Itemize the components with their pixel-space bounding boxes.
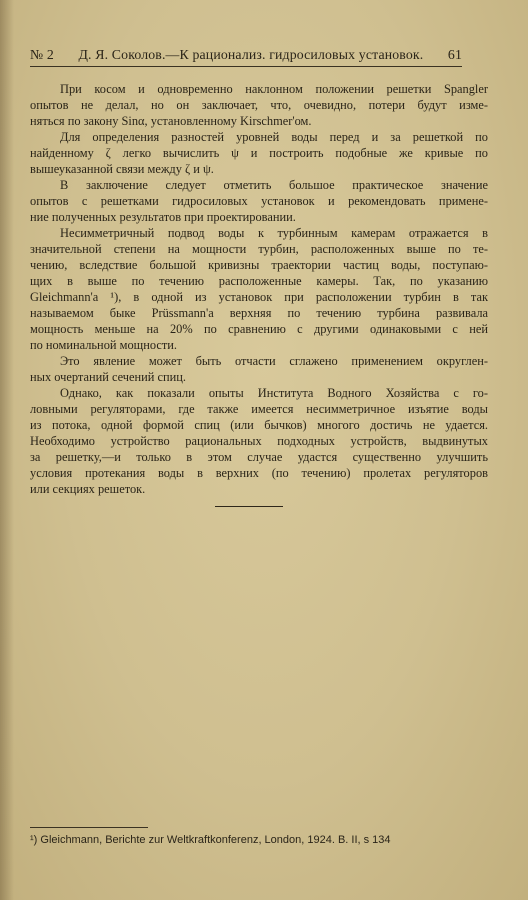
text-line: вышеуказанной связи между ζ и ψ.	[30, 162, 214, 176]
text-line: Это явление может быть отчасти сглажено применением округлен-	[60, 354, 488, 368]
issue-number: № 2	[30, 47, 54, 62]
text-line: Несимметричный подвод воды к турбинным камерам отражается в	[60, 226, 488, 240]
text-line: При косом и одновременно наклонном положении решетки Spangler	[60, 82, 488, 96]
text-line: опытов не делал, но он заключает, что, очевидно, потери будут изме-	[30, 98, 488, 112]
text-line: найденному ζ легко вычислить ψ и построить подобные же кривые по	[30, 146, 488, 160]
text-line: щих в выше по течению расположенные камеры. Так, по указанию	[30, 274, 488, 288]
footnote: ¹) Gleichmann, Berichte zur Weltkraftkonferenz, London, 1924. B. II, s 134	[30, 834, 391, 846]
paragraph	[30, 129, 488, 177]
text-line: Необходимо устройство рациональных подходных устройств, выдвинутых	[30, 434, 488, 448]
paragraph	[30, 385, 488, 497]
text-line: значительной степени на мощности турбин, расположенных выше по те-	[30, 242, 488, 256]
text-line: мощность меньше на 20% по сравнению с другими одинаковыми с ней	[30, 322, 488, 336]
page-number: 61	[447, 47, 462, 62]
paragraph	[30, 225, 488, 353]
text-line: Для определения разностей уровней воды перед и за решеткой по	[60, 130, 488, 144]
body-text	[30, 81, 488, 497]
running-header	[30, 47, 462, 63]
text-line: ных очертаний сечений спиц.	[30, 370, 186, 384]
text-line: няться по закону Sinα, установленному Kirschmer'ом.	[30, 114, 312, 128]
text-line: В заключение следует отметить большое практическое значение	[60, 178, 488, 192]
text-line: опытов с решетками гидросиловых установок и рекомендовать примене-	[30, 194, 488, 208]
paragraph	[30, 353, 488, 385]
section-end-rule	[215, 506, 283, 507]
text-line: ловными регуляторами, где также имеется несимметричное изъятие воды	[30, 402, 488, 416]
paragraph	[30, 177, 488, 225]
text-line: ние полученных результатов при проектировании.	[30, 210, 296, 224]
footnote-rule	[30, 827, 148, 828]
text-line: Однако, как показали опыты Института Водного Хозяйства с го-	[60, 386, 488, 400]
text-line: из потока, одной формой спиц (или бычков) многого достичь не удается.	[30, 418, 488, 432]
running-title: Д. Я. Соколов.—К рационализ. гидросиловых установок.	[78, 47, 424, 62]
paragraph	[30, 81, 488, 129]
text-line: условия протекания воды в верхних (по течению) пролетах регуляторов	[30, 466, 488, 480]
text-line: по номинальной мощности.	[30, 338, 177, 352]
text-line: называемом быке Prüssmann'a верхняя по течению турбина развивала	[30, 306, 488, 320]
text-line: Gleichmann'a ¹), в одной из установок при расположении турбин в так	[30, 290, 488, 304]
text-line: или секциях решеток.	[30, 482, 146, 496]
header-rule	[30, 66, 462, 67]
text-line: за решетку,—и только в этом случае удастся существенно улучшить	[30, 450, 488, 464]
text-line: чению, вследствие большой кривизны траектории частиц воды, поступаю-	[30, 258, 488, 272]
